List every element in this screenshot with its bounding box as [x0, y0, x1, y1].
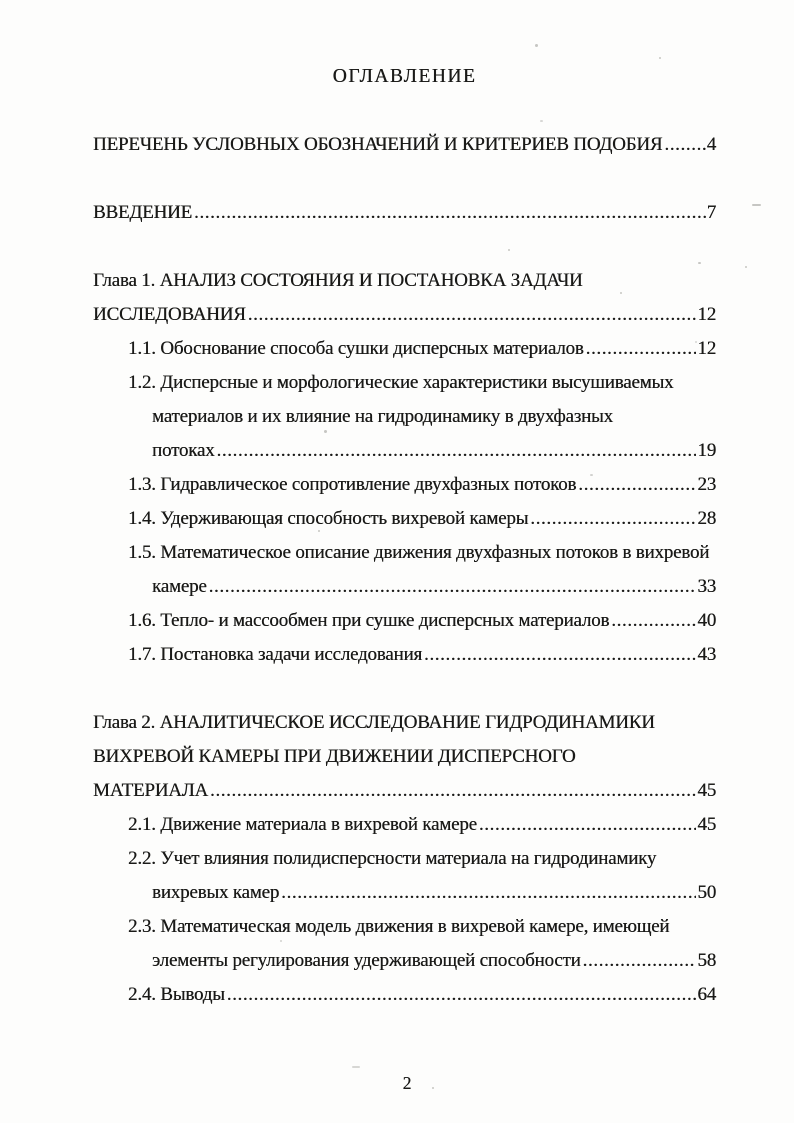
folio-page-number: 2 — [402, 1073, 412, 1093]
toc-line — [93, 808, 716, 842]
dot-leader — [662, 128, 705, 162]
toc-page-number: 23 — [697, 474, 716, 495]
toc — [93, 128, 716, 1012]
scan-speck — [659, 57, 661, 59]
toc-entry-text: 1.3. Гидравлическое сопротивление двухфазных потоков — [128, 474, 577, 495]
toc-entry-text: 2.4. Выводы — [128, 984, 225, 1005]
toc-line — [93, 638, 716, 672]
toc-page-number: 12 — [697, 304, 716, 325]
toc-line — [93, 366, 716, 400]
toc-line — [93, 876, 716, 910]
toc-page-number: 50 — [697, 882, 716, 903]
scan-speck — [695, 341, 697, 343]
toc-page-number: 12 — [697, 338, 716, 359]
toc-page-number: 58 — [697, 950, 716, 971]
dot-leader — [246, 298, 697, 332]
scan-speck — [540, 120, 543, 122]
toc-entry-text: 1.4. Удерживающая способность вихревой камеры — [128, 508, 529, 529]
dot-leader — [207, 570, 697, 604]
toc-entry-text: камере — [152, 576, 207, 597]
toc-page-number: 7 — [706, 202, 716, 223]
toc-line — [93, 128, 716, 162]
toc-line — [93, 400, 716, 434]
toc-line — [93, 706, 716, 740]
toc-line — [93, 978, 716, 1012]
toc-page-number: 64 — [697, 984, 716, 1005]
dot-leader — [581, 944, 697, 978]
scan-speck — [324, 430, 327, 433]
toc-line — [93, 434, 716, 468]
toc-entry-text: 2.3. Математическая модель движения в вихревой камере, имеющей — [128, 916, 670, 937]
dot-leader — [208, 774, 696, 808]
toc-entry-text: Глава 1. АНАЛИЗ СОСТОЯНИЯ И ПОСТАНОВКА ЗАДАЧИ — [93, 270, 583, 291]
toc-entry-text: ВВЕДЕНИЕ — [93, 202, 192, 223]
toc-entry-text: 1.1. Обоснование способа сушки дисперсных материалов — [128, 338, 584, 359]
scan-speck — [508, 249, 510, 251]
toc-line — [93, 536, 716, 570]
toc-line — [93, 774, 716, 808]
dot-leader — [214, 434, 696, 468]
scan-speck — [590, 474, 593, 476]
dot-leader — [609, 604, 696, 638]
toc-page-number: 19 — [697, 440, 716, 461]
toc-page-number: 43 — [697, 644, 716, 665]
scan-speck — [280, 940, 282, 942]
toc-line — [93, 196, 716, 230]
toc-entry-text: потоках — [152, 440, 215, 461]
toc-page-number: 28 — [697, 508, 716, 529]
toc-entry-text: ВИХРЕВОЙ КАМЕРЫ ПРИ ДВИЖЕНИИ ДИСПЕРСНОГО — [93, 746, 576, 767]
toc-entry-text: 1.2. Дисперсные и морфологические характеристики высушиваемых — [128, 372, 674, 393]
toc-entry-text: материалов и их влияние на гидродинамику в двухфазных — [152, 406, 613, 427]
toc-line — [93, 944, 716, 978]
toc-line — [93, 910, 716, 944]
dot-leader — [225, 978, 697, 1012]
toc-page-number: 45 — [697, 780, 716, 801]
toc-line — [93, 842, 716, 876]
toc-line — [93, 570, 716, 604]
toc-entry-text: ПЕРЕЧЕНЬ УСЛОВНЫХ ОБОЗНАЧЕНИЙ И КРИТЕРИЕВ ПОДОБИЯ — [93, 134, 663, 155]
dot-leader — [477, 808, 697, 842]
toc-page-number: 33 — [697, 576, 716, 597]
toc-line — [93, 740, 716, 774]
toc-entry-text: 1.7. Постановка задачи исследования — [128, 644, 422, 665]
toc-entry-text: 1.5. Математическое описание движения двухфазных потоков в вихревой — [128, 542, 710, 563]
scan-speck — [352, 1066, 360, 1068]
dot-leader — [192, 196, 706, 230]
scan-speck — [620, 292, 622, 294]
toc-line — [93, 332, 716, 366]
scan-speck — [432, 1087, 434, 1089]
toc-page-number: 45 — [697, 814, 716, 835]
page-title: ОГЛАВЛЕНИЕ — [332, 66, 477, 87]
toc-entry-text: 1.6. Тепло- и массообмен при сушке дисперсных материалов — [128, 610, 610, 631]
toc-page-number: 40 — [697, 610, 716, 631]
toc-entry-text: элементы регулирования удерживающей способности — [152, 950, 581, 971]
scan-speck — [534, 758, 537, 760]
toc-entry-text: Глава 2. АНАЛИТИЧЕСКОЕ ИССЛЕДОВАНИЕ ГИДРОДИНАМИКИ — [93, 712, 655, 733]
toc-line — [93, 468, 716, 502]
toc-line — [93, 264, 716, 298]
dot-leader — [422, 638, 696, 672]
dot-leader — [528, 502, 696, 536]
scan-speck — [535, 44, 538, 47]
toc-entry-text: вихревых камер — [152, 882, 280, 903]
scan-speck — [318, 530, 320, 532]
toc-entry-text: МАТЕРИАЛА — [93, 780, 208, 801]
dot-leader — [584, 332, 697, 366]
toc-entry-text: 2.2. Учет влияния полидисперсности материала на гидродинамику — [128, 848, 657, 869]
toc-page-number: 4 — [706, 134, 716, 155]
dot-leader — [576, 468, 696, 502]
toc-line — [93, 298, 716, 332]
dot-leader — [279, 876, 696, 910]
toc-entry-text: ИССЛЕДОВАНИЯ — [93, 304, 246, 325]
toc-content — [93, 60, 716, 1012]
toc-line — [93, 502, 716, 536]
toc-line — [93, 604, 716, 638]
scan-speck — [752, 204, 761, 206]
scan-speck — [745, 266, 747, 268]
scan-speck — [698, 262, 701, 264]
toc-entry-text: 2.1. Движение материала в вихревой камере — [128, 814, 477, 835]
